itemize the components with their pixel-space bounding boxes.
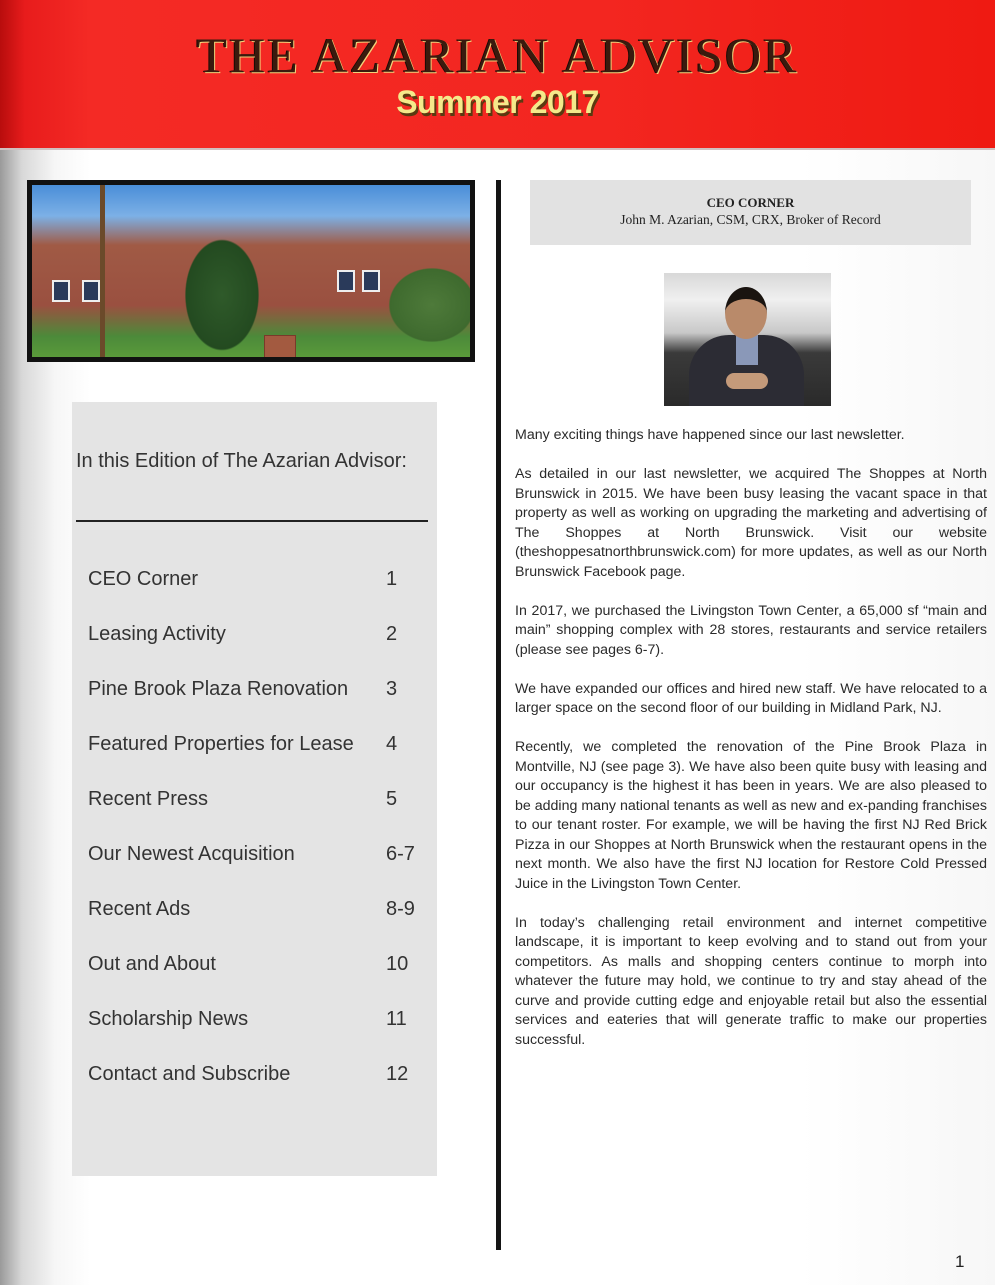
- toc-item-label: Scholarship News: [88, 1008, 249, 1030]
- toc-divider: [76, 520, 428, 522]
- toc-item-page: 3: [386, 678, 398, 700]
- table-of-contents: [72, 402, 437, 1176]
- window: [337, 270, 355, 292]
- toc-item[interactable]: [88, 678, 428, 708]
- page-number: 1: [955, 1252, 965, 1271]
- toc-item[interactable]: [88, 1008, 428, 1038]
- window: [52, 280, 70, 302]
- paragraph: In today’s challenging retail environment and internet competitive landscape, it is important to keep evolving and to stand out from your competitors. As malls and shopping centers continue to morph into whatever the future may hold, we continue to try and stay ahead of the curve and provide cutting edge and enjoyable retail but also the essential services and eateries that will generate traffic to make our properties successful.: [515, 914, 987, 1048]
- building-sign: [264, 335, 296, 359]
- ceo-byline: John M. Azarian, CSM, CRX, Broker of Record: [620, 212, 881, 227]
- portrait-head: [725, 287, 767, 339]
- toc-item[interactable]: [88, 788, 428, 818]
- toc-item-label: Recent Ads: [88, 898, 191, 920]
- portrait-hands: [726, 373, 768, 389]
- newsletter-title: THE AZARIAN ADVISOR: [196, 27, 799, 83]
- toc-item-page: 10: [386, 953, 409, 975]
- office-building-photo: [27, 180, 475, 362]
- masthead: [0, 0, 995, 150]
- toc-item[interactable]: [88, 733, 428, 763]
- toc-item-label: Contact and Subscribe: [88, 1063, 291, 1085]
- ceo-letter: [515, 426, 987, 1070]
- toc-item-page: 11: [386, 1008, 407, 1030]
- ceo-portrait-photo: [664, 273, 831, 406]
- utility-pole: [100, 185, 105, 357]
- toc-item-page: 5: [386, 788, 398, 810]
- toc-item-label: Out and About: [88, 953, 216, 975]
- paragraph: As detailed in our last newsletter, we acquired The Shoppes at North Brunswick in 2015. We have been busy leasing the vacant space in that property as well as working on upgrading the marketing and advertising of The Shoppes at North Brunswick. Visit our website (theshoppesatnorthbrunswick.com) for more updates, as well as our North Brunswick Facebook page.: [515, 466, 987, 580]
- toc-item-page: 1: [386, 568, 398, 590]
- toc-item-page: 2: [386, 623, 398, 645]
- paragraph: We have expanded our offices and hired new staff. We have relocated to a larger space on the second floor of our building in Midland Park, NJ.: [515, 680, 987, 716]
- toc-item[interactable]: [88, 623, 428, 653]
- toc-item-label: Recent Press: [88, 788, 209, 810]
- ceo-corner-header: [530, 180, 971, 245]
- paragraph: Recently, we completed the renovation of the Pine Brook Plaza in Montville, NJ (see page 3). We have also been quite busy with leasing and our occupancy is the highest it has been in years. We are also pleased to be adding many national tenants as well as new and ex-panding franchises to our tenant roster. For example, we will be having the first NJ Red Brick Pizza in our Shoppes at North Brunswick when the restaurant opens in the next month. We also have the first NJ location for Restore Cold Pressed Juice in the Livingston Town Center.: [515, 739, 987, 892]
- toc-item[interactable]: [88, 568, 428, 598]
- toc-item-page: 8-9: [386, 898, 415, 920]
- toc-heading: In this Edition of The Azarian Advisor:: [76, 450, 407, 472]
- toc-item-page: 4: [386, 733, 398, 755]
- toc-item-page: 12: [386, 1063, 409, 1085]
- toc-item-label: Leasing Activity: [88, 623, 226, 645]
- toc-item-label: CEO Corner: [88, 568, 199, 590]
- edition-label: Summer 2017: [396, 84, 599, 120]
- toc-item[interactable]: [88, 1063, 428, 1093]
- ceo-corner-heading: CEO CORNER: [706, 195, 795, 210]
- portrait-shirt: [736, 335, 758, 365]
- toc-item[interactable]: [88, 843, 428, 873]
- window: [362, 270, 380, 292]
- toc-item-page: 6-7: [386, 843, 415, 865]
- toc-item-label: Pine Brook Plaza Renovation: [88, 678, 349, 700]
- toc-item-label: Featured Properties for Lease: [88, 733, 354, 755]
- column-divider: [496, 180, 501, 1250]
- window: [82, 280, 100, 302]
- toc-item[interactable]: [88, 898, 428, 928]
- toc-item[interactable]: [88, 953, 428, 983]
- toc-item-label: Our Newest Acquisition: [88, 843, 295, 865]
- paragraph: In 2017, we purchased the Livingston Town Center, a 65,000 sf “main and main” shopping complex with 28 stores, restaurants and service retailers (please see pages 6-7).: [515, 602, 987, 658]
- paragraph: Many exciting things have happened since our last newsletter.: [515, 427, 905, 443]
